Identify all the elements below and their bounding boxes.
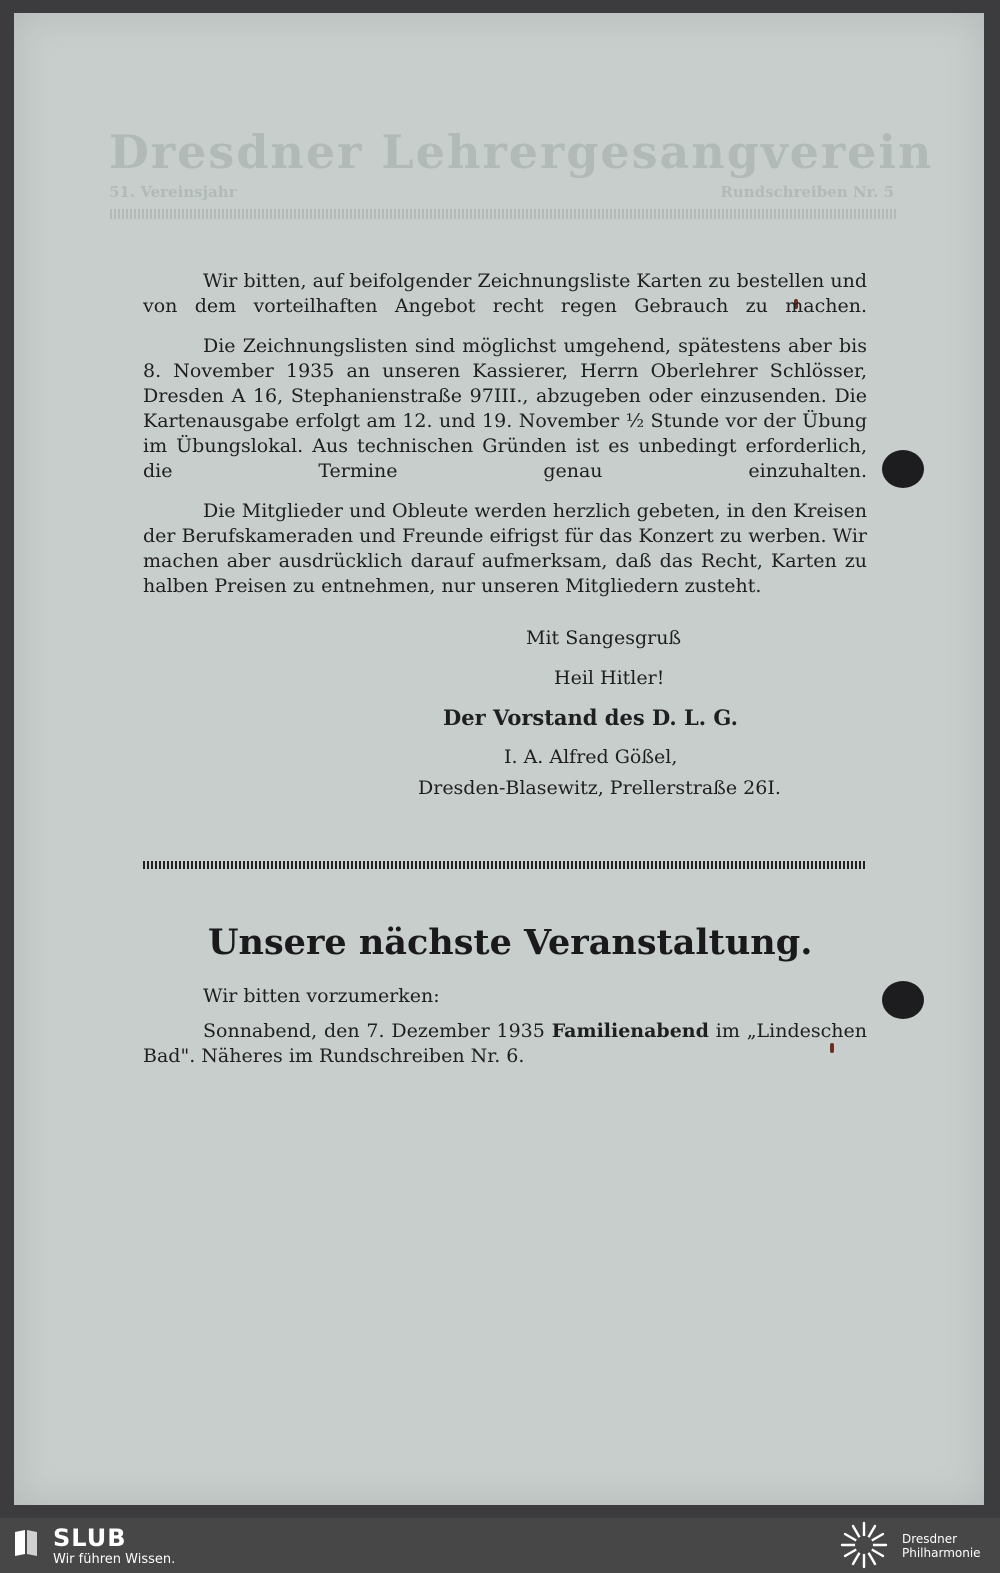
signer-address: Dresden-Blasewitz, Prellerstraße 26I. bbox=[418, 777, 781, 799]
library-tagline: Wir führen Wissen. bbox=[53, 1552, 176, 1567]
show-through-rule bbox=[110, 209, 896, 219]
show-through-sub-left: 51. Vereinsjahr bbox=[109, 183, 237, 201]
library-name[interactable]: SLUB bbox=[53, 1524, 127, 1552]
event-details-date: Sonnabend, den 7. Dezember 1935 bbox=[203, 1020, 552, 1042]
show-through-subline bbox=[109, 183, 894, 201]
signer-name: I. A. Alfred Gößel, bbox=[504, 746, 678, 768]
event-details-title: Familienabend bbox=[551, 1020, 709, 1042]
punch-hole-icon bbox=[882, 450, 924, 488]
greeting-sangesgruss: Mit Sangesgruß bbox=[526, 627, 682, 649]
punch-hole-icon bbox=[882, 981, 924, 1019]
event-note: Wir bitten vorzumerken: bbox=[203, 985, 440, 1007]
starburst-logo-icon[interactable] bbox=[838, 1520, 890, 1570]
paragraph-members-appeal: Die Mitglieder und Obleute werden herzlich gebeten, in den Kreisen der Berufskameraden und Freunde eifrigst für das Konzert zu werben. Wir machen aber ausdrücklich darauf aufmerksam, daß das Recht, Karten zu halben Preisen zu entnehmen, nur unseren Mitgliedern zusteht. bbox=[143, 500, 867, 597]
paragraph-order-request: Wir bitten, auf beifolgender Zeichnungsliste Karten zu bestellen und von dem vorteilhaften Angebot recht regen Gebrauch zu machen. bbox=[143, 270, 867, 317]
show-through-sub-right: Rundschreiben Nr. 5 bbox=[720, 183, 894, 201]
board-signature: Der Vorstand des D. L. G. bbox=[443, 705, 738, 730]
section-divider bbox=[143, 861, 867, 869]
letter-page bbox=[14, 13, 984, 1505]
partner-name-line2: Philharmonie bbox=[902, 1546, 981, 1560]
paragraph-deadlines: Die Zeichnungslisten sind möglichst umgehend, spätestens aber bis 8. November 1935 an unseren Kassierer, Herrn Oberlehrer Schlösser, Dresden A 16, Stephanienstraße 97III., abzugeben oder einzusenden. Die Kartenausgabe erfolgt am 12. und 19. November ½ Stunde vor der Übung im Übungslokal. Aus technischen Gründen ist es unbedingt erforderlich, die Termine genau einzuhalten. bbox=[143, 335, 867, 482]
book-icon bbox=[13, 1528, 39, 1558]
event-details bbox=[143, 1019, 867, 1069]
partner-name-line1: Dresdner bbox=[902, 1532, 958, 1546]
event-details-venue: im „Lindeschen Bad". Näheres im Rundschreiben Nr. 6. bbox=[143, 1020, 867, 1067]
show-through-heading: Dresdner Lehrergesangverein bbox=[109, 125, 934, 179]
greeting-salute: Heil Hitler! bbox=[554, 667, 665, 689]
viewer-footer bbox=[0, 1518, 1000, 1573]
event-headline: Unsere nächste Veranstaltung. bbox=[208, 922, 813, 963]
partner-name[interactable] bbox=[902, 1532, 981, 1560]
